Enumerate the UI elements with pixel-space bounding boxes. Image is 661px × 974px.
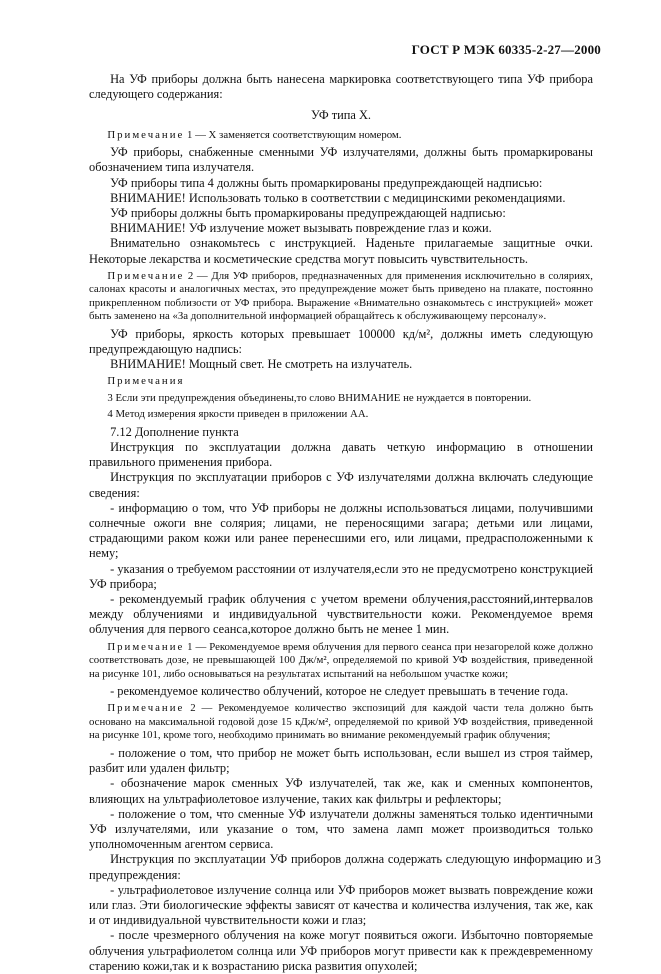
paragraph [89, 852, 593, 882]
paragraph-text: - обозначение марок сменных УФ излучателей, так же, как и сменных компонентов, влияющих на ультрафиолетовое излучение, таких как фильтры и рефлекторы; [89, 776, 593, 806]
paragraph-text: 2 — Для УФ приборов, предназначенных для применения исключительно в соляриях, салонах красоты и аналогичных местах, это предупреждение может быть приведено на плакате, постоянно прикрепленном поблизости от УФ прибора. Выражение «Внимательно ознакомьтесь с инструкцией» может быть заменено на «За дополнительной информацией обращайтесь к обслуживающему персоналу». [89, 269, 593, 323]
paragraph [89, 236, 593, 266]
paragraph [89, 425, 593, 440]
paragraph-text: Инструкция по эксплуатации УФ приборов должна содержать следующую информацию и предупреждения: [89, 852, 593, 882]
paragraph [89, 562, 593, 592]
note-label: Примечание [107, 702, 185, 715]
paragraph [89, 807, 593, 853]
paragraph [89, 176, 593, 191]
page-number: 3 [594, 853, 601, 867]
paragraph-text: - информацию о том, что УФ приборы не должны использоваться лицами, получившими солнечные ожоги вне солярия; лицами, не переносящими загара; детьми или лицами, страдающими раком кожи или ранее перенесшими его, или лицами, предрасположенными к нему; [89, 500, 593, 561]
note-paragraph [89, 375, 593, 389]
paragraph-text: - указания о требуемом расстоянии от излучателя,если это не предусмотрено конструкцией УФ прибора; [89, 561, 593, 591]
note-paragraph [89, 129, 593, 143]
note-label: Примечание [107, 269, 185, 282]
note-paragraph [89, 392, 593, 406]
paragraph-text: 3 Если эти предупреждения объединены,то слово ВНИМАНИЕ не нуждается в повторении. [107, 391, 532, 404]
paragraph-text: Инструкция по эксплуатации должна давать четкую информацию в отношении правильного применения прибора. [89, 440, 593, 470]
paragraph [89, 206, 593, 221]
paragraph [89, 221, 593, 236]
note-paragraph [89, 702, 593, 743]
paragraph [89, 440, 593, 470]
paragraph-text: - рекомендуемый график облучения с учетом времени облучения,расстояний,интервалов между облучениями и индивидуальной чувствительности кожи. Рекомендуемое время облучения для первого сеанса,которое должно быть не менее 1 мин. [89, 592, 593, 637]
paragraph [89, 746, 593, 776]
paragraph-text: На УФ приборы должна быть нанесена маркировка соответствующего типа УФ прибора следующего содержания: [89, 72, 593, 102]
paragraph-text: - рекомендуемое количество облучений, которое не следует превышать в течение года. [110, 684, 569, 699]
paragraph [89, 501, 593, 562]
paragraph-text: УФ приборы, яркость которых превышает 100000 кд/м², должны иметь следующую предупреждающую надпись: [89, 326, 593, 356]
paragraph [89, 108, 593, 123]
paragraph-text: 1 — Рекомендуемое время облучения для первого сеанса при незагорелой коже должно соответствовать дозе, не превышающей 100 Дж/м², определяемой по кривой УФ воздействия, приведенной на рисунке 101, либо основываться на результатах испытаний на небольшом участке кожи; [89, 640, 593, 680]
paragraph [89, 327, 593, 357]
paragraph-text: Внимательно ознакомьтесь с инструкцией. Наденьте прилагаемые защитные очки. Некоторые лекарства и косметические средства могут повысить чувствительность. [89, 236, 593, 266]
paragraph-text: УФ приборы должны быть промаркированы предупреждающей надписью: [110, 205, 506, 220]
paragraph-text: 1 — X заменяется соответствующим номером. [184, 128, 402, 141]
paragraph [89, 928, 593, 974]
document-body [89, 72, 593, 974]
note-label: Примечание [107, 128, 185, 141]
paragraph [89, 72, 593, 102]
paragraph-text: - после чрезмерного облучения на коже могут появиться ожоги. Избыточно повторяемые облучения ультрафиолетом солнца или УФ приборов могут привести как к преждевременному старению кожи,так и к возрастанию риска развития опухолей; [89, 928, 593, 973]
paragraph [89, 883, 593, 929]
paragraph-text: 7.12 Дополнение пункта [110, 424, 239, 439]
note-paragraph [89, 408, 593, 422]
paragraph [89, 191, 593, 206]
paragraph [89, 684, 593, 699]
paragraph-text: 4 Метод измерения яркости приведен в приложении АА. [107, 408, 369, 421]
paragraph [89, 470, 593, 500]
paragraph-text: УФ приборы типа 4 должны быть промаркированы предупреждающей надписью: [110, 175, 543, 190]
paragraph-text: ВНИМАНИЕ! Использовать только в соответствии с медицинскими рекомендациями. [110, 190, 566, 205]
paragraph-text: - ультрафиолетовое излучение солнца или УФ приборов может вызвать повреждение кожи или глаз. Эти биологические эффекты зависят от качества и количества излучения, так же, как и от индивидуальной чувствительности кожи и глаз; [89, 882, 593, 928]
paragraph-text: 2 — Рекомендуемое количество экспозиций для каждой части тела должно быть основано на максимальной годовой дозе 15 кДж/м², определяемой по кривой УФ воздействия, приведенной на рисунке 101, кроме того, необходимо принимать во внимание рекомендуемый график облучения; [89, 702, 593, 742]
note-paragraph [89, 641, 593, 682]
note-label: Примечания [107, 375, 185, 388]
paragraph-text: - положение о том, что прибор не может быть использован, если вышел из строя таймер, разбит или удален фильтр; [89, 745, 593, 776]
note-label: Примечание [107, 640, 185, 653]
paragraph-text: ВНИМАНИЕ! УФ излучение может вызывать повреждение глаз и кожи. [110, 221, 492, 236]
paragraph [89, 357, 593, 372]
paragraph-text: Инструкция по эксплуатации приборов с УФ излучателями должна включать следующие сведения: [89, 470, 593, 500]
page-header: ГОСТ Р МЭК 60335-2-27—2000 [411, 42, 601, 57]
paragraph [89, 145, 593, 175]
paragraph-text: ВНИМАНИЕ! Мощный свет. Не смотреть на излучатель. [110, 357, 413, 372]
paragraph-text: УФ типа X. [310, 108, 372, 123]
paragraph-text: - положение о том, что сменные УФ излучатели должны заменяться только идентичными УФ излучателями, или указание о том, что замена ламп может производиться только уполномоченным агентом сервиса. [89, 806, 593, 852]
paragraph [89, 776, 593, 806]
paragraph-text: УФ приборы, снабженные сменными УФ излучателями, должны быть промаркированы обозначением типа излучателя. [89, 145, 593, 175]
paragraph [89, 592, 593, 638]
note-paragraph [89, 270, 593, 324]
